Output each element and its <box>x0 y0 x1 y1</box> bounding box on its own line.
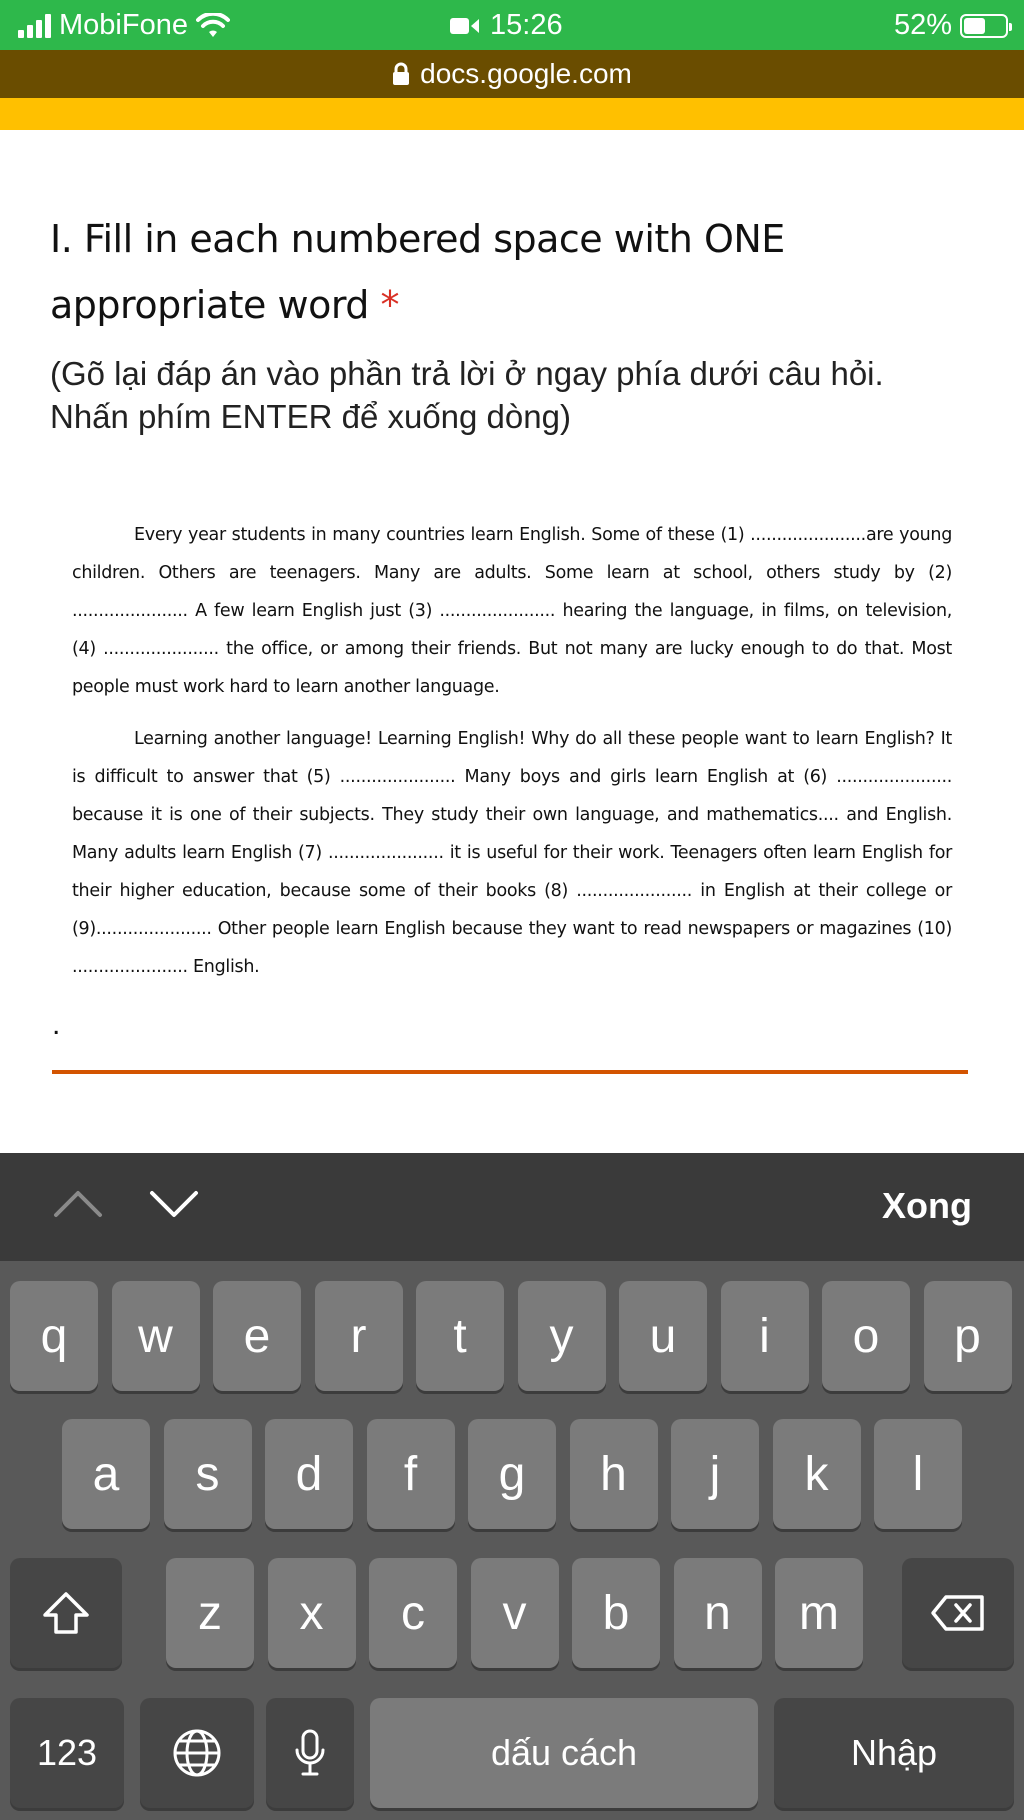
key-k[interactable]: k <box>773 1419 861 1529</box>
battery-percent: 52% <box>893 9 952 41</box>
form-accent-strip <box>0 98 1024 130</box>
wifi-icon <box>196 13 230 39</box>
video-icon <box>450 16 480 36</box>
key-o[interactable]: o <box>822 1281 910 1391</box>
answer-input[interactable]: . <box>52 1008 61 1041</box>
question-description <box>50 352 1000 438</box>
chevron-up-icon[interactable] <box>52 1183 104 1223</box>
key-n[interactable]: n <box>674 1558 762 1668</box>
passage-paragraph-1: Every year students in many countries learn English. Some of these (1) ......................are young children. Others are teenagers. Many are adults. Some learn at school, others study by (2) ...................... A few learn English just (3) ...................... hearing the language, in films, on television, (4) ...................... the office, or among their friends. But not many are lucky enough to do that. Most people must work hard to learn another language. <box>72 525 952 697</box>
key-c[interactable]: c <box>369 1558 457 1668</box>
keyboard-accessory-bar <box>0 1153 1024 1261</box>
passage-paragraph-2: Learning another language! Learning English! Why do all these people want to learn English? It is difficult to answer that (5) ...................... Many boys and girls learn English at (6) ...................... because it is one of their subjects. They study their own language, and mathematics.... and English. Many adults learn English (7) ...................... it is useful for their work. Teenagers often learn English for their higher education, because some of their books (8) ...................... in English at their college or (9)...................... Other people learn English because they want to read newspapers or magazines (10) ...................... English. <box>72 729 952 977</box>
microphone-key[interactable] <box>266 1698 354 1808</box>
key-g[interactable]: g <box>468 1419 556 1529</box>
question-description-line-1: (Gõ lại đáp án vào phần trả lời ở ngay phía dưới câu hỏi. <box>50 355 884 392</box>
key-e[interactable]: e <box>213 1281 301 1391</box>
answer-input-underline <box>52 1070 968 1074</box>
question-title <box>50 206 980 338</box>
status-right <box>894 9 1008 42</box>
key-v[interactable]: v <box>471 1558 559 1668</box>
key-q[interactable]: q <box>10 1281 98 1391</box>
key-p[interactable]: p <box>924 1281 1012 1391</box>
globe-icon <box>172 1728 222 1778</box>
keyboard <box>0 1261 1024 1820</box>
space-key[interactable]: dấu cách <box>370 1698 758 1808</box>
key-s[interactable]: s <box>164 1419 252 1529</box>
key-w[interactable]: w <box>112 1281 200 1391</box>
key-m[interactable]: m <box>775 1558 863 1668</box>
status-center <box>450 9 563 42</box>
key-d[interactable]: d <box>265 1419 353 1529</box>
question-title-text: I. Fill in each numbered space with ONE appropriate word <box>50 217 785 327</box>
done-button[interactable]: Xong <box>882 1185 972 1226</box>
microphone-icon <box>294 1728 326 1778</box>
chevron-down-icon[interactable] <box>148 1183 200 1223</box>
url-bar[interactable] <box>0 50 1024 98</box>
globe-key[interactable] <box>140 1698 254 1808</box>
status-bar <box>0 0 1024 50</box>
return-key[interactable]: Nhập <box>774 1698 1014 1808</box>
shift-icon <box>41 1591 91 1635</box>
key-r[interactable]: r <box>315 1281 403 1391</box>
key-i[interactable]: i <box>721 1281 809 1391</box>
key-z[interactable]: z <box>166 1558 254 1668</box>
key-l[interactable]: l <box>874 1419 962 1529</box>
key-j[interactable]: j <box>671 1419 759 1529</box>
key-f[interactable]: f <box>367 1419 455 1529</box>
status-left <box>18 9 230 42</box>
signal-icon <box>18 14 51 38</box>
battery-level <box>964 18 985 34</box>
key-x[interactable]: x <box>268 1558 356 1668</box>
battery-icon <box>960 14 1008 38</box>
key-b[interactable]: b <box>572 1558 660 1668</box>
backspace-key[interactable] <box>902 1558 1014 1668</box>
lock-icon <box>392 62 410 86</box>
carrier-name: MobiFone <box>59 9 188 41</box>
required-mark: * <box>380 283 400 327</box>
numbers-key[interactable]: 123 <box>10 1698 124 1808</box>
key-u[interactable]: u <box>619 1281 707 1391</box>
key-y[interactable]: y <box>518 1281 606 1391</box>
clock: 15:26 <box>490 9 563 41</box>
key-t[interactable]: t <box>416 1281 504 1391</box>
shift-key[interactable] <box>10 1558 122 1668</box>
url-text: docs.google.com <box>420 58 632 89</box>
question-description-line-2: Nhấn phím ENTER để xuống dòng) <box>50 398 571 435</box>
backspace-icon <box>930 1594 986 1632</box>
key-h[interactable]: h <box>570 1419 658 1529</box>
passage-image <box>72 516 952 986</box>
key-a[interactable]: a <box>62 1419 150 1529</box>
